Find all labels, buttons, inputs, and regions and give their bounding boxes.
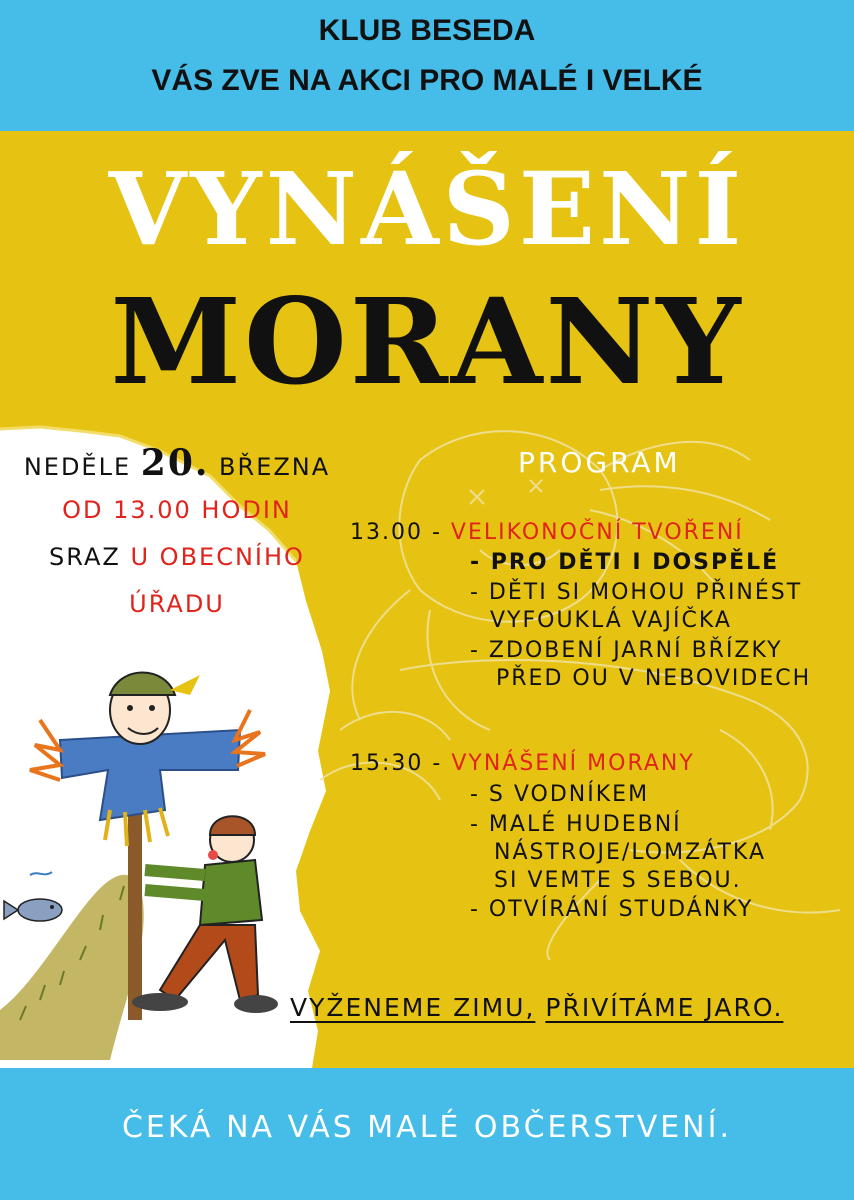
slogan bbox=[290, 993, 783, 1022]
program-block1-header bbox=[350, 520, 744, 545]
block2-item: - OTVÍRÁNÍ STUDÁNKY bbox=[470, 897, 754, 922]
organizer-name: KLUB BESEDA bbox=[318, 14, 536, 47]
day-label: NEDĚLE bbox=[23, 453, 132, 481]
month-label: BŘEZNA bbox=[219, 453, 331, 481]
event-time: OD 13.00 HODIN bbox=[62, 496, 292, 524]
block2-item: NÁSTROJE/LOMZÁTKA bbox=[494, 840, 767, 865]
block1-item: - ZDOBENÍ JARNÍ BŘÍZKY bbox=[470, 638, 783, 663]
scarecrow-illustration bbox=[0, 650, 310, 1060]
slogan-part1: VYŽENEME ZIMU, bbox=[290, 993, 536, 1022]
block1-item: - PRO DĚTI I DOSPĚLÉ bbox=[470, 550, 780, 575]
meeting-point bbox=[0, 534, 354, 581]
event-title-line2: MORANY bbox=[110, 272, 744, 411]
block2-time: 15:30 - bbox=[350, 751, 443, 776]
block1-item: VYFOUKLÁ VAJÍČKA bbox=[490, 608, 732, 633]
slogan-part2: PŘIVÍTÁME JARO. bbox=[545, 993, 784, 1022]
block2-item: - S VODNÍKEM bbox=[470, 782, 650, 807]
block1-item: - DĚTI SI MOHOU PŘINÉST bbox=[470, 580, 803, 605]
block1-name: VELIKONOČNÍ TVOŘENÍ bbox=[450, 520, 744, 545]
event-date-block bbox=[0, 440, 354, 628]
block2-item: SI VEMTE S SEBOU. bbox=[494, 868, 742, 893]
block2-name: VYNÁŠENÍ MORANY bbox=[451, 751, 695, 776]
block1-time: 13.00 - bbox=[350, 520, 442, 545]
meeting-place-line1: U OBECNÍHO bbox=[130, 543, 305, 571]
event-title-line1: VYNÁŠENÍ bbox=[108, 150, 746, 268]
program-block2-header bbox=[350, 751, 695, 776]
invitation-line: VÁS ZVE NA AKCI PRO MALÉ I VELKÉ bbox=[151, 64, 703, 97]
meeting-prefix: SRAZ bbox=[49, 543, 121, 571]
refreshments-note: ČEKÁ NA VÁS MALÉ OBČERSTVENÍ. bbox=[121, 1110, 732, 1145]
event-date bbox=[0, 440, 354, 487]
date-number: 20. bbox=[140, 442, 210, 484]
block2-item: - MALÉ HUDEBNÍ bbox=[470, 812, 682, 837]
meeting-place-line2: ÚŘADU bbox=[129, 590, 225, 618]
program-heading: PROGRAM bbox=[518, 446, 681, 479]
block1-item: PŘED OU V NEBOVIDECH bbox=[496, 666, 812, 691]
